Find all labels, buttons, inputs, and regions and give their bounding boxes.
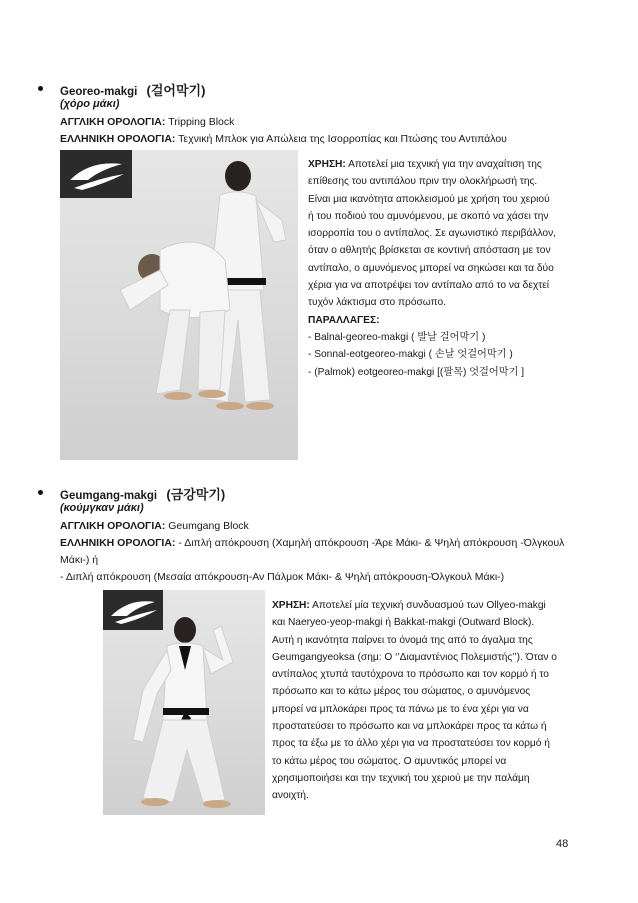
variation-item: - (Palmok) eotgeoreo-makgi [(팔목) 엇걸어막기 ] (308, 366, 525, 378)
logo-icon (60, 150, 132, 198)
logo-icon (103, 590, 163, 630)
variation-item: - Balnal-georeo-makgi ( 발날 걸어막기 ) (308, 331, 486, 343)
technique-title (60, 80, 205, 99)
photo-illustration (103, 590, 265, 815)
usage-description-1 (308, 156, 556, 381)
usage-line: επίθεσης του αντιπάλου πριν την ολοκλήρωσή της. (308, 176, 538, 188)
usage-line: αντίπαλος χτυπά ταυτόχρονα το πρόσωπο και τον κορμό ή το (272, 669, 549, 681)
section-geumgang-makgi (38, 484, 598, 584)
usage-line (308, 156, 556, 173)
usage-line: Αυτή η ικανότητα παίρνει το όνομά της από το άγαλμα της (272, 634, 533, 646)
greek-label: ΕΛΛΗΝΙΚΗ ΟΡΟΛΟΓΙΑ: (60, 537, 176, 549)
usage-line: προστατεύσει το πρόσωπο και να μπλοκάρει προς τα κάτω ή (272, 721, 547, 733)
usage-label: ΧΡΗΣΗ: (272, 600, 310, 611)
usage-text: Αποτελεί μια τεχνική για την αναχαίτιση της (348, 159, 542, 170)
bullet-icon (38, 86, 43, 91)
usage-line: χρησιμοποιήσει και την τεχνική του χεριού με την παλάμη (272, 772, 530, 784)
greek-terminology-cont: Μάκι-) ή (60, 554, 99, 566)
usage-line: αντίπαλο, ο αμυνόμενος μπορεί να σηκώσει και τα δύο (308, 262, 554, 274)
usage-line: ή του ποδιού του αμυνόμενου, με σκοπό να χάσει την (308, 210, 549, 222)
english-terminology (60, 116, 234, 128)
bullet-icon (38, 490, 43, 495)
usage-line: χέρια για να αποτρέψει τον αντίπαλο από το να δεχτεί (308, 280, 550, 292)
greek-terminology-line2: - Διπλή απόκρουση (Μεσαία απόκρουση-Αν Πάλμοκ Μάκι- & Ψηλή απόκρουση-Όλγκουλ Μάκι-) (60, 571, 505, 583)
usage-line: πρόσωπο και το κάτω μέρος του σώματος, ο αμυνόμενος (272, 686, 531, 698)
variation-item: - Sonnal-eotgeoreo-makgi ( 손날 엇걸어막기 ) (308, 349, 513, 361)
usage-line: μπορεί να μπλοκάρει προς τα πάνω με το ένα χέρι για να (272, 703, 529, 715)
usage-label: ΧΡΗΣΗ: (308, 159, 346, 170)
title-hangul: (걸어막기) (146, 83, 206, 98)
usage-line: ανοιχτή. (272, 790, 309, 802)
english-label: ΑΓΓΛΙΚΗ ΟΡΟΛΟΓΙΑ: (60, 116, 166, 128)
greek-label: ΕΛΛΗΝΙΚΗ ΟΡΟΛΟΓΙΑ: (60, 133, 176, 145)
title-latin: Georeo-makgi (60, 86, 138, 98)
usage-line: το κάτω μέρος του σώματος. Ο αμυντικός μπορεί να (272, 755, 507, 767)
title-hangul: (금강막기) (166, 487, 226, 502)
greek-pronunciation: (χόρο μάκι) (60, 98, 120, 110)
english-value: Tripping Block (168, 116, 235, 128)
photo-illustration (60, 150, 298, 460)
usage-line: τυχόν λάκτισμα στο πρόσωπο. (308, 297, 446, 309)
technique-photo-geumgang-block (103, 590, 265, 815)
usage-line: όταν ο αθλητής βρίσκεται σε κοντινή απόσταση με τον (308, 245, 551, 257)
usage-line (272, 597, 557, 614)
greek-value: Τεχνική Μπλοκ για Απώλεια της Ισορροπίας και Πτώσης του Αντιπάλου (178, 133, 507, 145)
usage-line: και Naeryeo-yeop-makgi ή Bakkat-makgi (Outward Block). (272, 617, 535, 629)
usage-text: Αποτελεί μία τεχνική συνδυασμού των Ollyeo-makgi (312, 600, 546, 611)
usage-line: Είναι μια ικανότητα αποκλεισμού με χρήση του χεριού (308, 193, 550, 205)
english-label: ΑΓΓΛΙΚΗ ΟΡΟΛΟΓΙΑ: (60, 520, 166, 532)
technique-photo-tripping-block (60, 150, 298, 460)
page-number: 48 (556, 838, 569, 850)
greek-terminology (60, 133, 507, 145)
greek-pronunciation: (κούμγκαν μάκι) (60, 502, 144, 514)
usage-line: Geumgangyeoksa (σημ: Ο ‘’Διαμαντένιος Πολεμιστής’’). Όταν ο (272, 651, 557, 663)
title-latin: Geumgang-makgi (60, 490, 158, 502)
greek-value: - Διπλή απόκρουση (Χαμηλή απόκρουση -Άρε Μάκι- & Ψηλή απόκρουση -Όλγκουλ (178, 537, 565, 549)
english-terminology (60, 520, 249, 532)
greek-terminology (60, 537, 564, 549)
usage-line: ισορροπία του ο αντίπαλος. Σε αγωνιστικό περιβάλλον, (308, 228, 557, 240)
usage-line: προς τα έξω με το άλλο χέρι για να προστατεύσει τον κορμό ή (272, 738, 550, 750)
technique-title (60, 484, 225, 503)
variations-label: ΠΑΡΑΛΛΑΓΕΣ: (308, 314, 380, 326)
english-value: Geumgang Block (168, 520, 249, 532)
usage-description-2 (272, 597, 557, 805)
